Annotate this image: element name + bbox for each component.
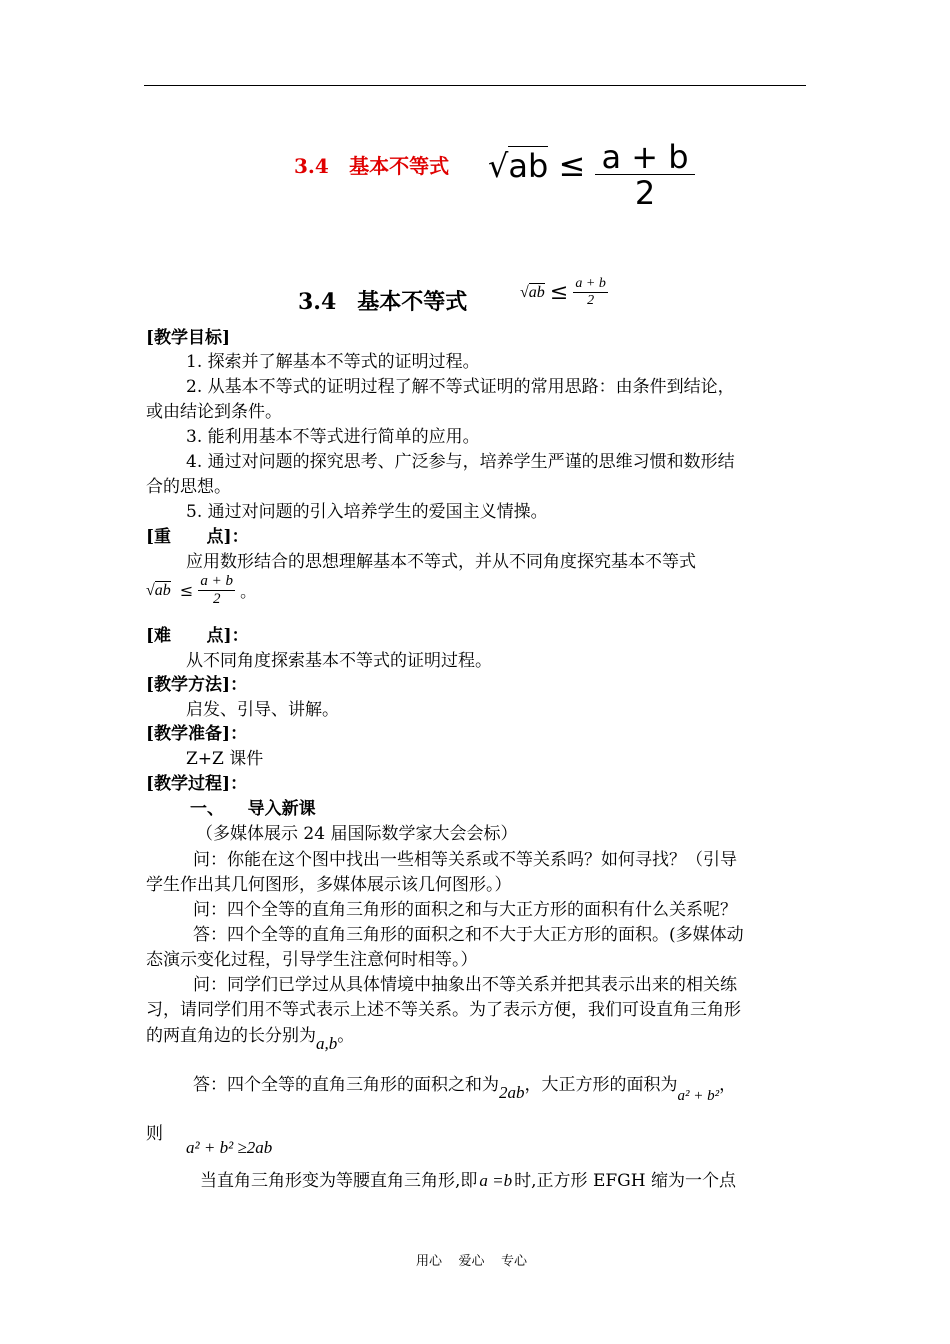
- paragraph-4b: 态演示变化过程，引导学生注意何时相等。）: [146, 950, 478, 970]
- main-fraction: [573, 276, 607, 309]
- key-fraction: [198, 573, 235, 608]
- paragraph-5c-math: a,b: [316, 1034, 338, 1053]
- objective-3: 3. 能利用基本不等式进行简单的应用。: [186, 427, 480, 447]
- header-formula: [488, 140, 695, 211]
- paragraph-5c: [146, 1023, 355, 1053]
- paragraph-8-text-b: 时,正方形 EFGH 缩为一个点: [514, 1171, 736, 1191]
- main-radicand: ab: [528, 284, 545, 301]
- objective-2-cont: 或由结论到条件。: [146, 402, 282, 422]
- header-radicand: ab: [508, 147, 549, 185]
- paragraph-5c-text: 的两直角边的长分别为: [146, 1026, 316, 1046]
- paragraph-8-math: a =b: [479, 1171, 513, 1190]
- header-numerator: a + b: [595, 140, 694, 175]
- method-text: 启发、引导、讲解。: [186, 700, 339, 720]
- process-heading: [教学过程]：: [146, 774, 248, 794]
- main-formula: [520, 276, 608, 309]
- paragraph-5b: 习，请同学们用不等式表示上述不等关系。为了表示方便，我们可设直角三角形: [146, 1000, 741, 1020]
- prep-heading: [教学准备]：: [146, 724, 248, 744]
- paragraph-5a: 问：同学们已学过从具体情境中抽象出不等关系并把其表示出来的相关练: [193, 975, 737, 995]
- difficulty-text: 从不同角度探索基本不等式的证明过程。: [186, 651, 492, 671]
- paragraph-8: [200, 1168, 736, 1194]
- paragraph-6-mid: ，大正方形的面积为: [524, 1075, 678, 1095]
- main-title-text: 基本不等式: [357, 289, 468, 315]
- header-title-text: 基本不等式: [349, 154, 450, 178]
- paragraph-2b: 学生作出其几何图形，多媒体展示该几何图形。）: [146, 875, 512, 895]
- key-heading: [重 点]：: [146, 527, 249, 547]
- page-footer: 用心 爱心 专心: [416, 1254, 528, 1269]
- main-denominator: 2: [587, 293, 595, 308]
- header-denominator: 2: [634, 174, 656, 212]
- key-denominator: 2: [212, 591, 221, 607]
- key-radicand: ab: [154, 582, 171, 599]
- objective-4: 4. 通过对问题的探究思考、广泛参与，培养学生严谨的思维习惯和数形结: [186, 452, 735, 472]
- paragraph-6-end: ，: [719, 1075, 737, 1095]
- key-text: 应用数形结合的思想理解基本不等式，并从不同角度探究基本不等式: [186, 552, 696, 572]
- objective-4-cont: 合的思想。: [146, 477, 231, 497]
- header-title: [294, 150, 449, 179]
- paragraph-8-text-a: 当直角三角形变为等腰直角三角形,即: [200, 1171, 478, 1191]
- key-numerator: a + b: [200, 573, 233, 589]
- objective-2: 2. 从基本不等式的证明过程了解不等式证明的常用思路：由条件到结论，: [186, 377, 735, 397]
- paragraph-2a: 问：你能在这个图中找出一些相等关系或不等关系吗？如何寻找？（引导: [193, 850, 737, 870]
- header-relation: ≤: [558, 146, 586, 184]
- prep-text: Z+Z 课件: [186, 749, 264, 769]
- main-numerator: a + b: [575, 276, 606, 291]
- paragraph-7-math: a² + b² ≥2ab: [186, 1138, 273, 1157]
- paragraph-7-label: 则: [146, 1124, 163, 1144]
- difficulty-heading: [难 点]：: [146, 626, 249, 646]
- main-title: [298, 285, 467, 316]
- paragraph-6-text: 答：四个全等的直角三角形的面积之和为: [193, 1075, 499, 1095]
- header-rule: [144, 85, 806, 86]
- main-title-number: 3.4: [298, 289, 337, 315]
- header-sqrt: √ab: [488, 147, 549, 185]
- paragraph-5c-end: 。: [337, 1026, 355, 1046]
- key-end: 。: [240, 582, 257, 601]
- main-sqrt: √ab: [520, 284, 545, 301]
- method-heading: [教学方法]：: [146, 675, 248, 695]
- main-relation: ≤: [549, 280, 569, 305]
- paragraph-1: （多媒体展示 24 届国际数学家大会会标）: [196, 824, 518, 844]
- header-fraction: [595, 140, 694, 211]
- paragraph-6-math1: 2ab: [499, 1083, 525, 1102]
- header-title-number: 3.4: [294, 154, 329, 178]
- objective-1: 1. 探索并了解基本不等式的证明过程。: [186, 352, 480, 372]
- paragraph-6-math2: a² + b²: [677, 1088, 720, 1104]
- key-formula: [146, 573, 256, 608]
- paragraph-4a: 答：四个全等的直角三角形的面积之和不大于大正方形的面积。(多媒体动: [193, 925, 744, 945]
- objectives-heading: [教学目标]: [146, 328, 231, 348]
- paragraph-6: [193, 1072, 737, 1104]
- process-subheading: 一、 导入新课: [190, 799, 316, 819]
- paragraph-3: 问：四个全等的直角三角形的面积之和与大正方形的面积有什么关系呢？: [193, 900, 737, 920]
- key-sqrt: √ab: [146, 582, 171, 599]
- key-relation: ≤: [179, 581, 194, 600]
- objective-5: 5. 通过对问题的引入培养学生的爱国主义情操。: [186, 502, 548, 522]
